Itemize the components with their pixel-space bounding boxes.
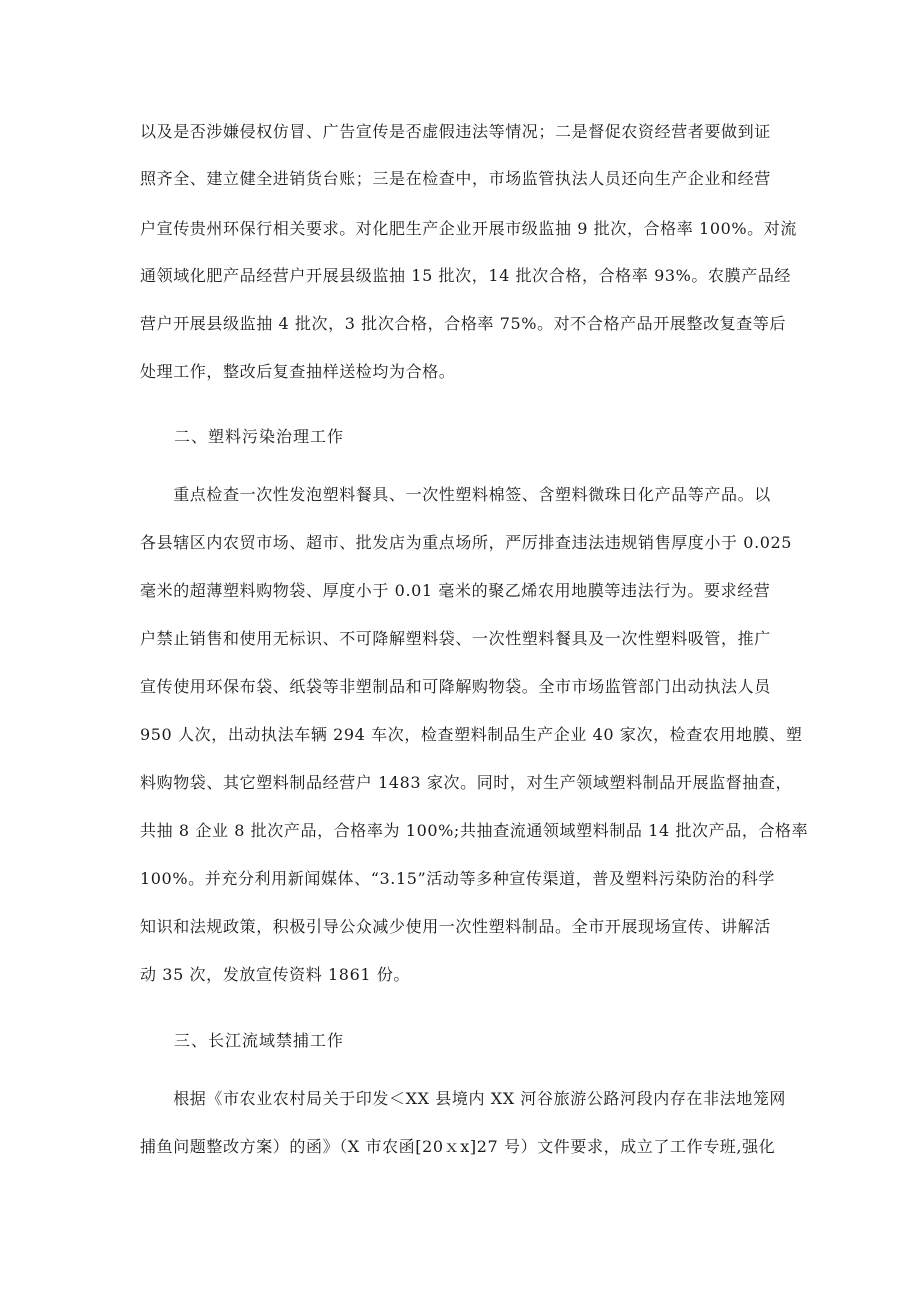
paragraph-line: 户宣传贵州环保行相关要求。对化肥生产企业开展市级监抽 9 批次，合格率 100%。对流 xyxy=(140,219,797,238)
paragraph-line: 处理工作，整改后复查抽样送检均为合格。 xyxy=(140,362,456,381)
paragraph-line: 毫米的超薄塑料购物袋、厚度小于 0.01 毫米的聚乙烯农用地膜等违法行为。要求经营 xyxy=(140,581,771,600)
paragraph-line: 以及是否涉嫌侵权仿冒、广告宣传是否虚假违法等情况；二是督促农资经营者要做到证 xyxy=(140,122,771,141)
paragraph-line: 户禁止销售和使用无标识、不可降解塑料袋、一次性塑料餐具及一次性塑料吸管，推广 xyxy=(140,629,771,648)
paragraph-line: 共抽 8 企业 8 批次产品，合格率为 100%;共抽查流通领域塑料制品 14 批次产品，合格率 xyxy=(140,821,809,840)
paragraph-line: 通领域化肥产品经营户开展县级监抽 15 批次，14 批次合格，合格率 93%。农膜产品经 xyxy=(140,266,792,285)
section-heading-yangtze-fishing-ban: 三、长江流域禁捕工作 xyxy=(174,1031,345,1050)
paragraph-line: 根据《市农业农村局关于印发＜XX 县境内 XX 河谷旅游公路河段内存在非法地笼网 xyxy=(140,1089,787,1108)
paragraph-line: 捕鱼问题整改方案）的函》（X 市农函[20ｘx]27 号）文件要求，成立了工作专班,强化 xyxy=(140,1137,776,1156)
paragraph-line: 料购物袋、其它塑料制品经营户 1483 家次。同时，对生产领域塑料制品开展监督抽查， xyxy=(140,773,793,792)
paragraph-line: 营户开展县级监抽 4 批次，3 批次合格，合格率 75%。对不合格产品开展整改复查等后 xyxy=(140,314,787,333)
paragraph-line: 重点检查一次性发泡塑料餐具、一次性塑料棉签、含塑料微珠日化产品等产品。以 xyxy=(140,485,771,504)
section-heading-plastic-pollution: 二、塑料污染治理工作 xyxy=(174,427,345,446)
paragraph-line: 各县辖区内农贸市场、超市、批发店为重点场所，严厉排查违法违规销售厚度小于 0.025 xyxy=(140,533,793,552)
paragraph-line: 照齐全、建立健全进销货台账；三是在检查中，市场监管执法人员还向生产企业和经营 xyxy=(140,169,771,188)
paragraph-line: 动 35 次，发放宣传资料 1861 份。 xyxy=(140,965,411,984)
paragraph-line: 知识和法规政策，积极引导公众减少使用一次性塑料制品。全市开展现场宣传、讲解活 xyxy=(140,917,771,936)
paragraph-line: 宣传使用环保布袋、纸袋等非塑制品和可降解购物袋。全市市场监管部门出动执法人员 xyxy=(140,677,771,696)
paragraph-line: 950 人次，出动执法车辆 294 车次，检查塑料制品生产企业 40 家次，检查农用地膜、塑 xyxy=(140,725,803,744)
paragraph-line: 100%。并充分利用新闻媒体、“3.15”活动等多种宣传渠道，普及塑料污染防治的科学 xyxy=(140,869,775,888)
